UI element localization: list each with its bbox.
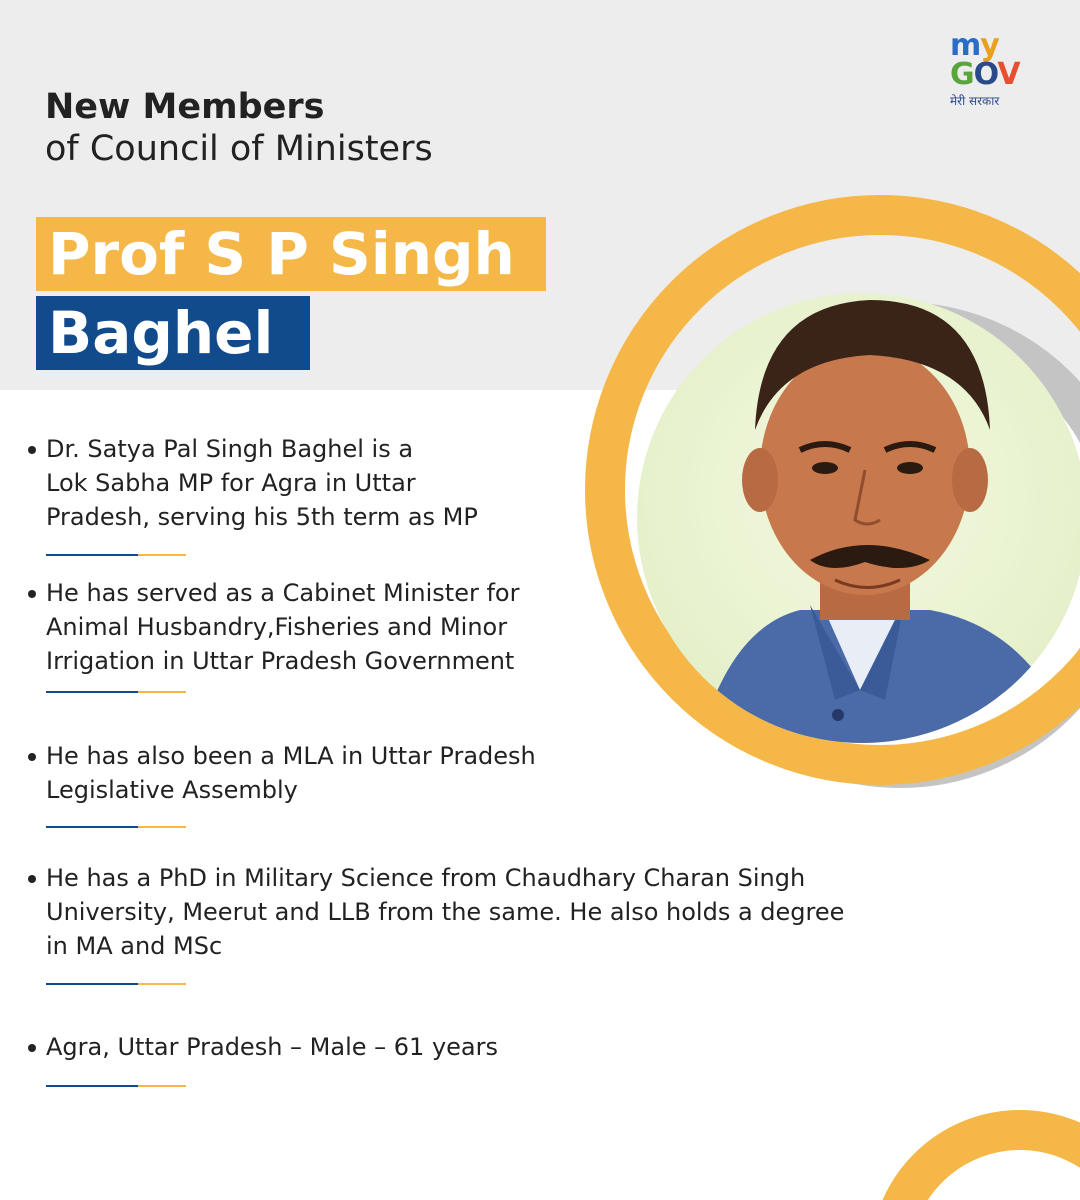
- separator: [46, 1085, 186, 1087]
- separator: [46, 826, 186, 828]
- heading-line-1: New Members: [45, 87, 325, 127]
- page-heading: [45, 86, 433, 170]
- corner-arc: [890, 1130, 1080, 1200]
- bullet-dot-icon: [28, 446, 36, 454]
- separator: [46, 691, 186, 693]
- separator: [46, 983, 186, 985]
- bio-text: Agra, Uttar Pradesh – Male – 61 years: [46, 1033, 498, 1061]
- bio-text: He has a PhD in Military Science from Chaudhary Charan Singh University, Meerut and LLB from the same. He also holds a degree in MA and MSc: [46, 864, 845, 960]
- bullet-dot-icon: [28, 590, 36, 598]
- bio-text: He has served as a Cabinet Minister for Animal Husbandry,Fisheries and Minor Irrigation in Uttar Pradesh Government: [46, 579, 520, 675]
- bullet-dot-icon: [28, 753, 36, 761]
- logo-subtitle: मेरी सरकार: [950, 94, 1000, 108]
- heading-line-2: of Council of Ministers: [45, 129, 433, 169]
- minister-name-line-2: Baghel: [36, 296, 310, 370]
- logo-my: my: [950, 28, 999, 63]
- bullet-dot-icon: [28, 1044, 36, 1052]
- logo-gov: GOV: [950, 57, 1020, 92]
- mygov-logo: [950, 28, 1050, 109]
- bio-text: Dr. Satya Pal Singh Baghel is a Lok Sabha MP for Agra in Uttar Pradesh, serving his 5th term as MP: [46, 435, 478, 531]
- separator: [46, 554, 186, 556]
- minister-name-line-1: Prof S P Singh: [36, 217, 546, 291]
- bullet-dot-icon: [28, 875, 36, 883]
- bio-text: He has also been a MLA in Uttar Pradesh Legislative Assembly: [46, 742, 536, 804]
